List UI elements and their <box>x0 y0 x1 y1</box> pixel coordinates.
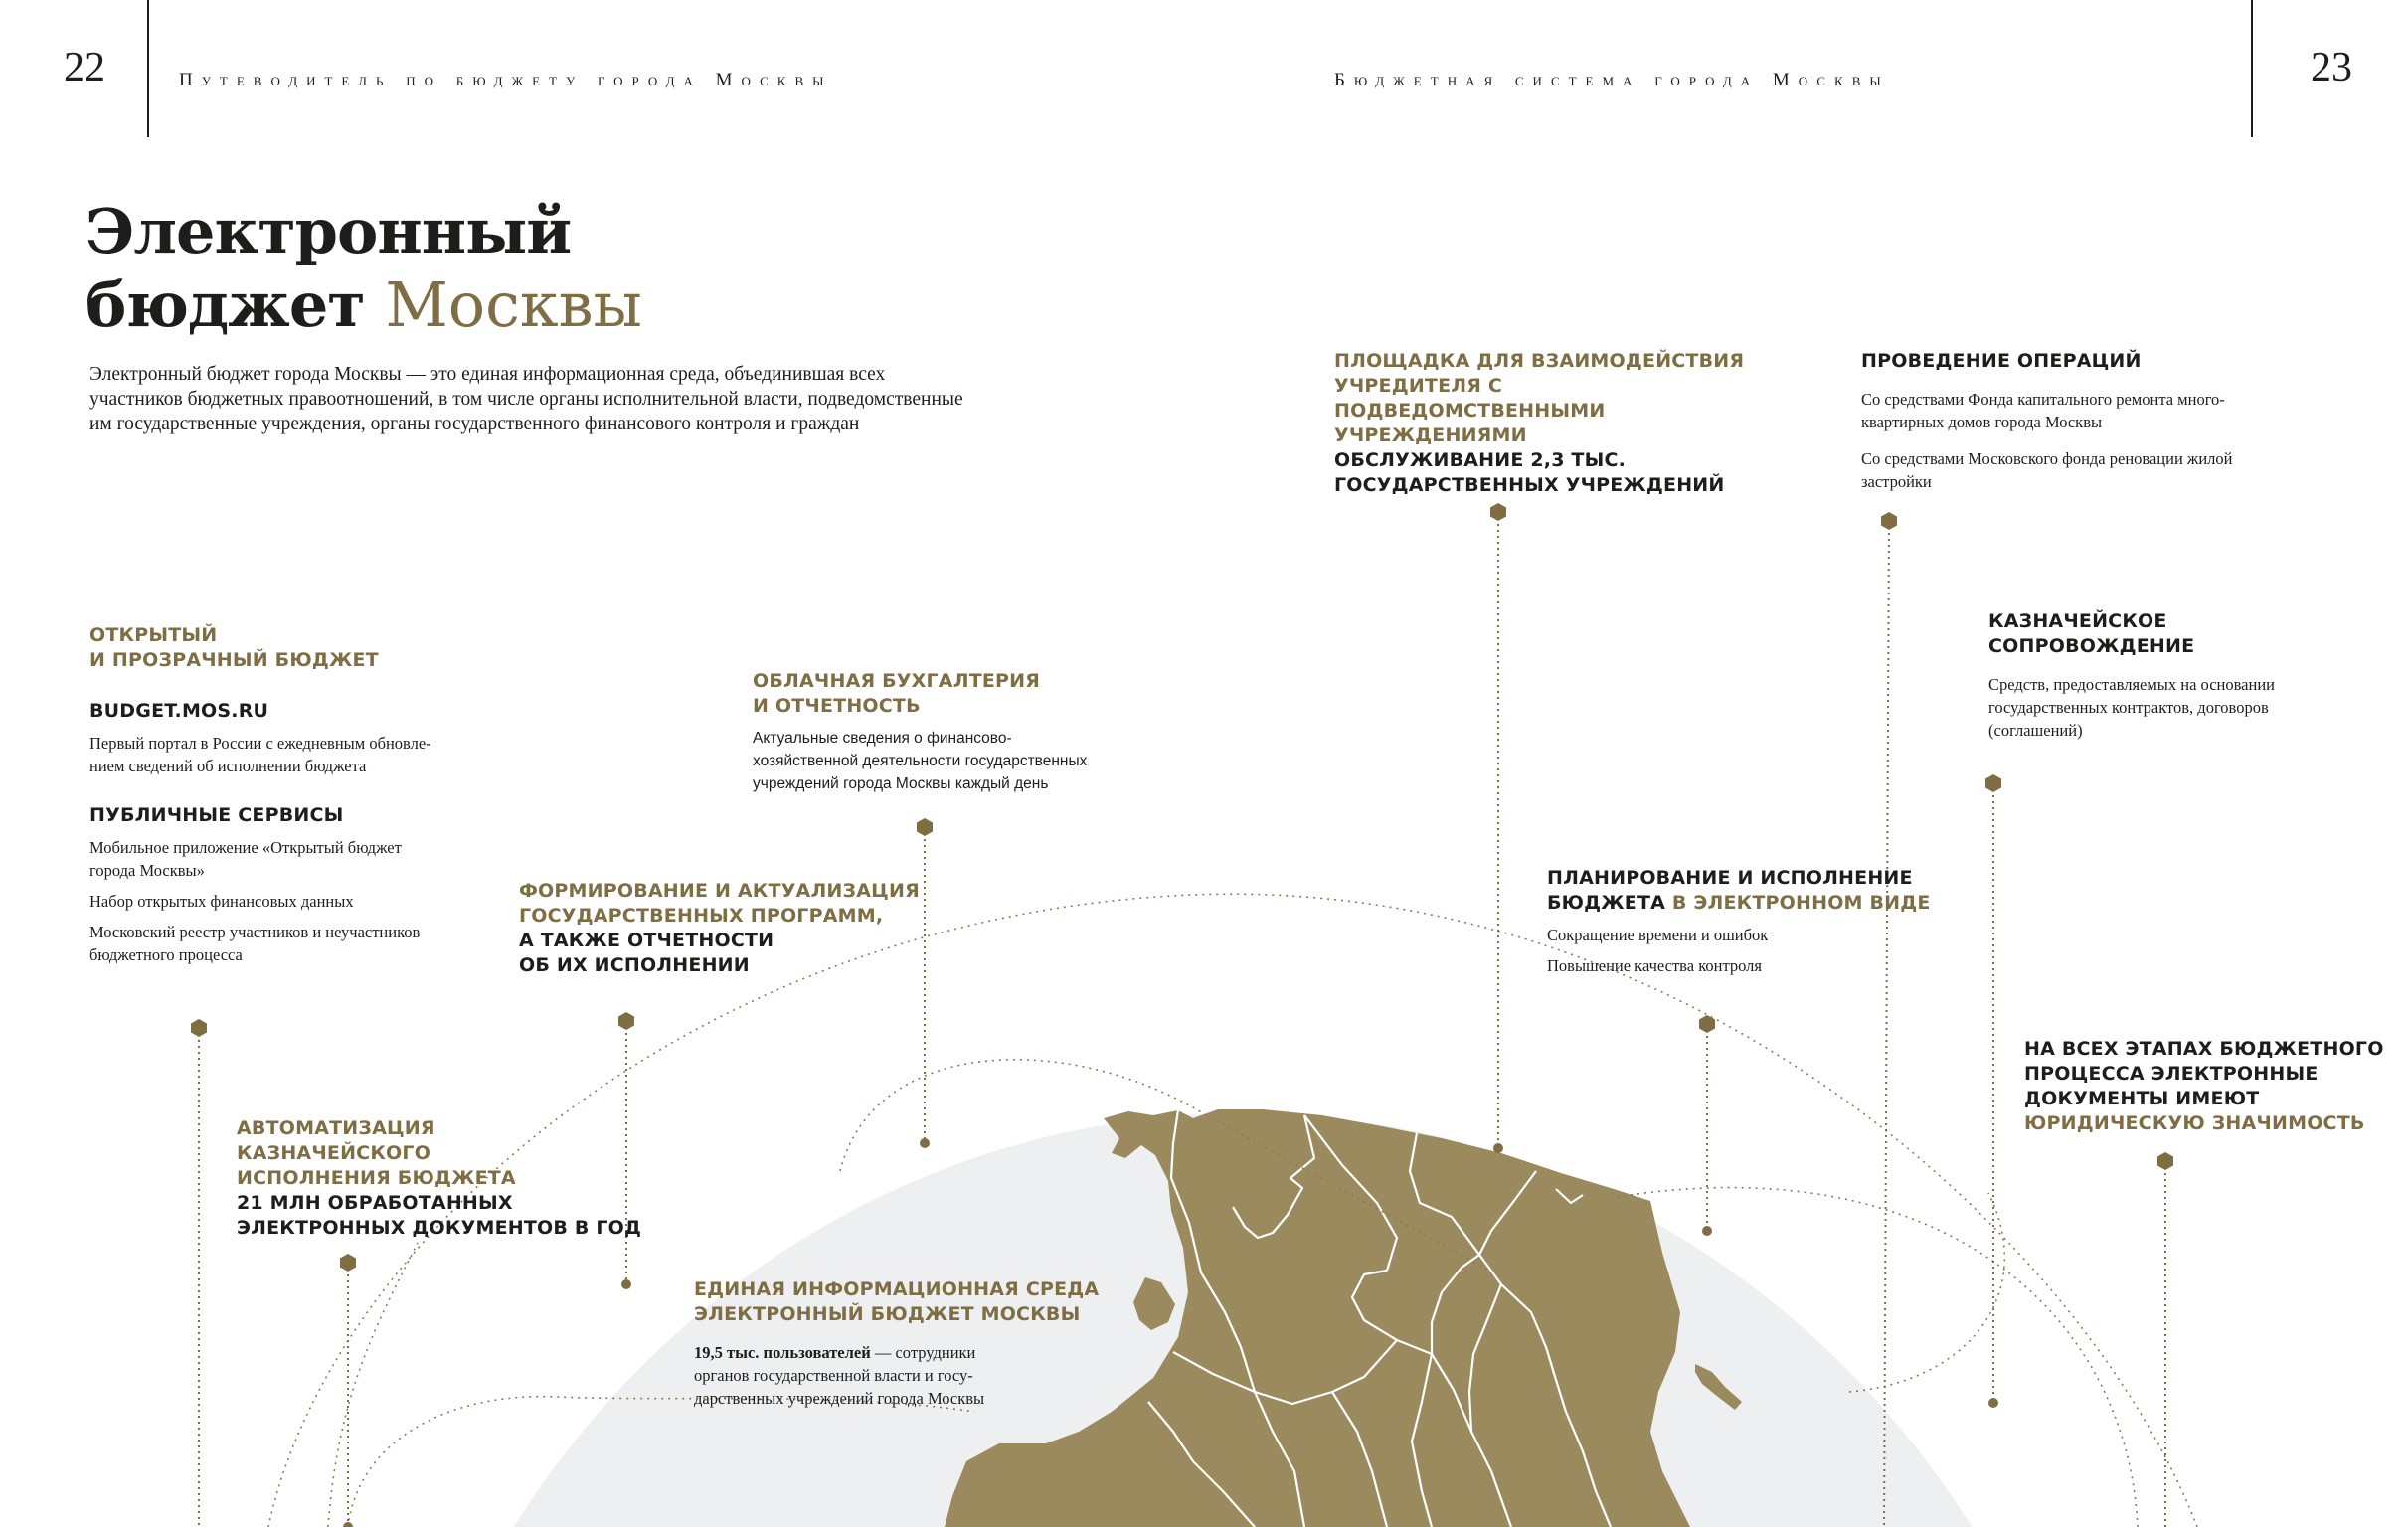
marker-founder-platform <box>1490 503 1506 521</box>
unified-env-users-count: 19,5 тыс. пользователей <box>694 1343 871 1362</box>
title-line2-dark: бюджет <box>86 268 365 341</box>
legal-significance-block <box>2024 1037 2402 1136</box>
operations-item1-line2: квартирных домов города Москвы <box>1861 413 2103 431</box>
title-line2-accent: Москвы <box>385 268 642 341</box>
service-item-registry-line1: Московский реестр участников и неучастников <box>89 923 421 941</box>
cloud-accounting-desc-line2: хозяйственной деятельности государственных <box>753 753 1088 769</box>
operations-item2-line1: Со средствами Московского фонда реновации жилой <box>1861 449 2233 468</box>
legal-gold-line4: ЮРИДИЧЕСКУЮ ЗНАЧИМОСТЬ <box>2024 1112 2365 1134</box>
header-rule-right <box>2251 0 2253 137</box>
page-number-left: 22 <box>64 45 105 90</box>
service-item-registry-line2: бюджетного процесса <box>89 945 243 964</box>
open-budget-block <box>89 623 527 966</box>
marker-programs <box>618 1012 634 1030</box>
cloud-accounting-block <box>753 669 1190 795</box>
founder-platform-gold-line2: УЧРЕДИТЕЛЯ С ПОДВЕДОМСТВЕННЫМИ <box>1334 375 1606 422</box>
founder-platform-gold-line3: УЧРЕЖДЕНИЯМИ <box>1334 424 1527 446</box>
planning-dark-line2: БЮДЖЕТА <box>1547 892 1672 914</box>
founder-platform-dark-line1: ОБСЛУЖИВАНИЕ 2,3 ТЫС. <box>1334 449 1627 471</box>
treasury-support-block <box>1988 609 2366 742</box>
title-line1: Электронный <box>86 195 572 267</box>
treasury-support-desc-line1: Средств, предоставляемых на основании <box>1988 675 2275 694</box>
unified-env-gold-line1: ЕДИНАЯ ИНФОРМАЦИОННАЯ СРЕДА <box>694 1278 1100 1300</box>
treasury-support-desc-line3: (соглашений) <box>1988 721 2083 740</box>
portal-name: BUDGET.MOS.RU <box>89 700 269 722</box>
unified-environment-block <box>694 1277 1112 1410</box>
treasury-automation-gold-line1: АВТОМАТИЗАЦИЯ <box>237 1117 435 1139</box>
portal-desc-line2: нием сведений об исполнении бюджета <box>89 757 367 775</box>
page-number-right: 23 <box>2311 45 2352 90</box>
cloud-accounting-desc-line3: учреждений города Москвы каждый день <box>753 775 1049 792</box>
operations-item1-line1: Со средствами Фонда капитального ремонта много- <box>1861 390 2225 409</box>
marker-legal <box>2157 1152 2173 1170</box>
founder-platform-block <box>1334 349 1752 498</box>
treasury-support-desc-line2: государственных контрактов, договоров <box>1988 698 2269 717</box>
legal-dark-line3: ДОКУМЕНТЫ ИМЕЮТ <box>2024 1088 2260 1109</box>
planning-item1: Сокращение времени и ошибок <box>1547 926 1769 944</box>
cloud-accounting-gold-line1: ОБЛАЧНАЯ БУХГАЛТЕРИЯ <box>753 670 1041 692</box>
unified-env-desc-line3: дарственных учреждений города Москвы <box>694 1389 985 1408</box>
marker-treasury-automation <box>340 1254 356 1272</box>
open-budget-heading-line1: ОТКРЫТЫЙ <box>89 624 218 646</box>
running-title-right: Бюджетная система города Москвы <box>1334 70 1890 90</box>
unified-env-gold-line2: ЭЛЕКТРОННЫЙ БЮДЖЕТ МОСКВЫ <box>694 1303 1081 1325</box>
marker-planning <box>1699 1015 1715 1033</box>
programs-dark-line1: А ТАКЖЕ ОТЧЕТНОСТИ <box>519 930 774 951</box>
service-item-app-line2: города Москвы» <box>89 861 205 880</box>
page-title <box>86 195 642 342</box>
legal-dark-line1: НА ВСЕХ ЭТАПАХ БЮДЖЕТНОГО <box>2024 1038 2384 1060</box>
operations-block <box>1861 349 2328 493</box>
programs-dark-line2: ОБ ИХ ИСПОЛНЕНИИ <box>519 954 750 976</box>
planning-dark-line1: ПЛАНИРОВАНИЕ И ИСПОЛНЕНИЕ <box>1547 867 1913 889</box>
planning-line2 <box>1547 891 1965 916</box>
cloud-accounting-desc-line1: Актуальные сведения о финансово- <box>753 730 1012 747</box>
treasury-automation-block <box>237 1116 654 1241</box>
treasury-automation-gold-line3: ИСПОЛНЕНИЯ БЮДЖЕТА <box>237 1167 516 1189</box>
programs-gold-line2: ГОСУДАРСТВЕННЫХ ПРОГРАММ, <box>519 905 884 927</box>
planning-gold-line2: В ЭЛЕКТРОННОМ ВИДЕ <box>1671 892 1931 914</box>
marker-cloud-accounting <box>917 818 933 836</box>
planning-item2: Повышение качества контроля <box>1547 956 1762 975</box>
legal-dark-line2: ПРОЦЕССА ЭЛЕКТРОННЫЕ <box>2024 1063 2319 1085</box>
marker-operations <box>1881 512 1897 530</box>
planning-block <box>1547 866 1965 977</box>
unified-env-desc-line2: органов государственной власти и госу- <box>694 1366 973 1385</box>
cloud-accounting-gold-line2: И ОТЧЕТНОСТЬ <box>753 695 921 717</box>
treasury-automation-dark-line2: ЭЛЕКТРОННЫХ ДОКУМЕНТОВ В ГОД <box>237 1217 642 1239</box>
service-item-app-line1: Мобильное приложение «Открытый бюджет <box>89 838 402 857</box>
public-services-heading: ПУБЛИЧНЫЕ СЕРВИСЫ <box>89 804 344 826</box>
founder-platform-dark-line2: ГОСУДАРСТВЕННЫХ УЧРЕЖДЕНИЙ <box>1334 474 1725 496</box>
founder-platform-gold-line1: ПЛОЩАДКА ДЛЯ ВЗАИМОДЕЙСТВИЯ <box>1334 350 1745 372</box>
programs-gold-line1: ФОРМИРОВАНИЕ И АКТУАЛИЗАЦИЯ <box>519 880 920 902</box>
treasury-automation-dark-line1: 21 МЛН ОБРАБОТАННЫХ <box>237 1192 513 1214</box>
treasury-support-heading-line1: КАЗНАЧЕЙСКОЕ <box>1988 610 2167 632</box>
treasury-automation-gold-line2: КАЗНАЧЕЙСКОГО <box>237 1142 431 1164</box>
service-item-open-data: Набор открытых финансовых данных <box>89 892 354 911</box>
lead-paragraph: Электронный бюджет города Москвы — это единая информационная среда, объединившая всех участников бюджетных правоотношений, в том числе органы исполнительной власти, подведомственные им государственные учреждения, органы государственного финансового контроля и граждан <box>89 364 963 434</box>
header-rule-left <box>147 0 149 137</box>
marker-treasury-support <box>1985 774 2001 792</box>
treasury-support-heading-line2: СОПРОВОЖДЕНИЕ <box>1988 635 2195 657</box>
portal-desc-line1: Первый портал в России с ежедневным обновле- <box>89 734 431 753</box>
running-title-left: Путеводитель по бюджету города Москвы <box>179 70 833 90</box>
open-budget-heading-line2: И ПРОЗРАЧНЫЙ БЮДЖЕТ <box>89 649 379 671</box>
unified-env-users-rest: — сотрудники <box>870 1343 976 1362</box>
operations-heading: ПРОВЕДЕНИЕ ОПЕРАЦИЙ <box>1861 350 2142 372</box>
programs-block <box>519 879 937 978</box>
unified-env-desc-line1 <box>694 1341 1112 1364</box>
operations-item2-line2: застройки <box>1861 472 1932 491</box>
marker-open-budget <box>191 1019 207 1037</box>
